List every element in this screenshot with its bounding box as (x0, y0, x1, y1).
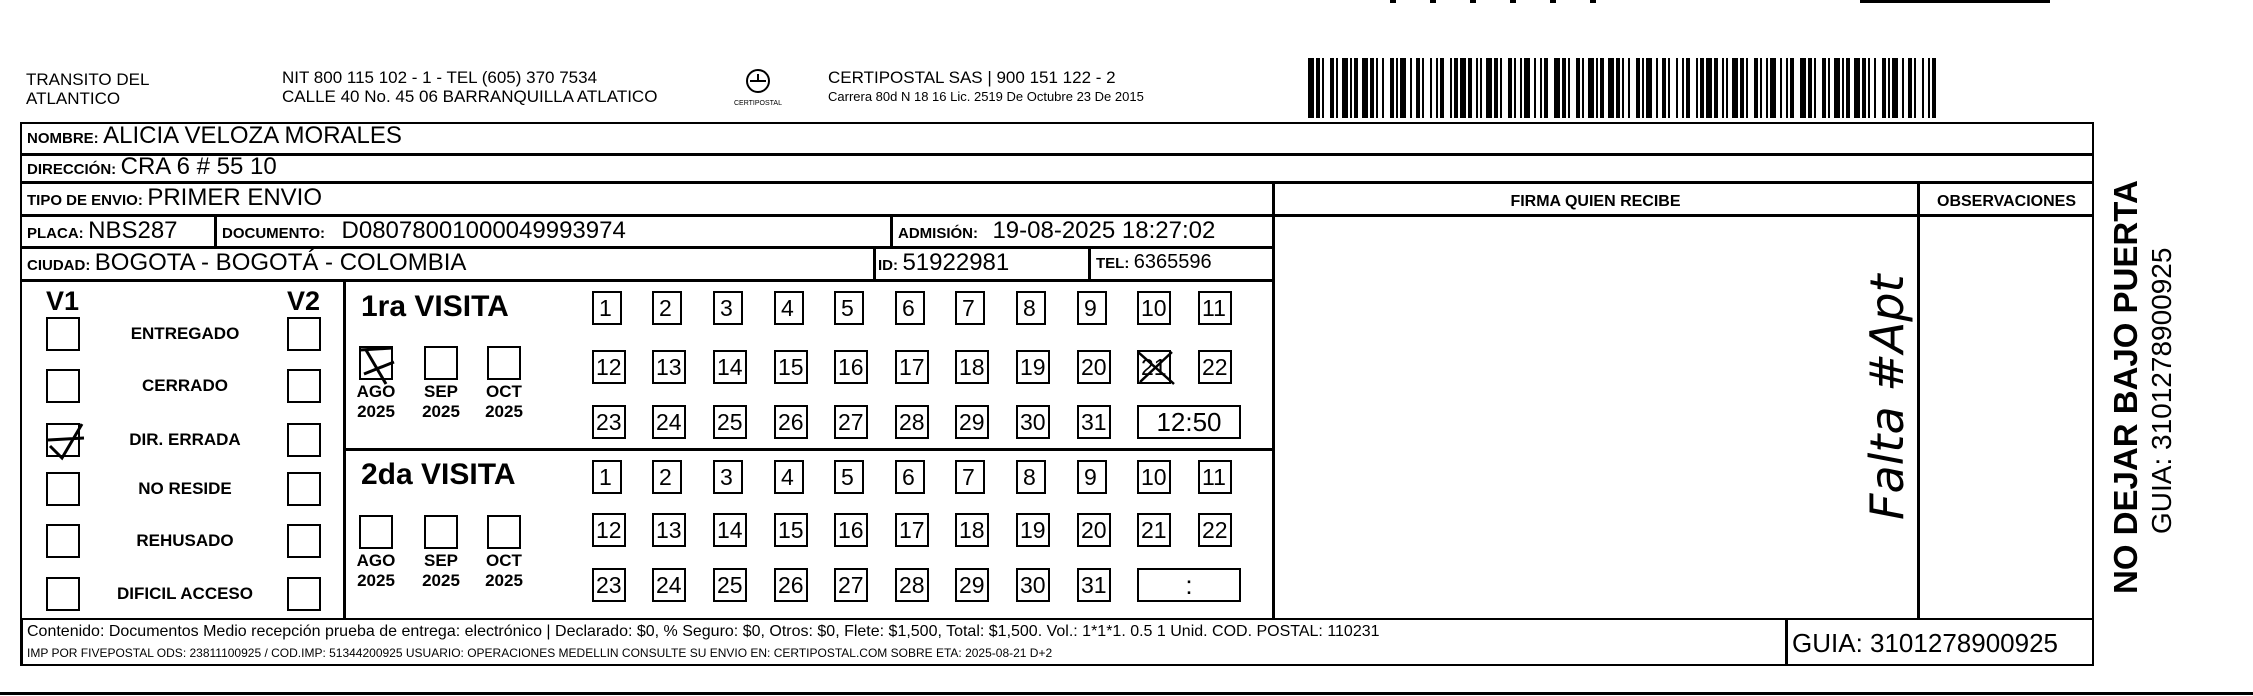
barcode-bar (1562, 58, 1566, 118)
tel-cell (1096, 251, 1212, 274)
placa-label: PLACA: (27, 225, 84, 242)
barcode-bar (1330, 58, 1334, 118)
barcode-bar (1508, 58, 1512, 118)
barcode-bar (1868, 58, 1870, 118)
day-box[interactable]: 4 (774, 291, 804, 325)
v1-checkbox[interactable] (46, 369, 80, 403)
day-box[interactable]: 30 (1016, 568, 1050, 602)
month-checkbox[interactable] (424, 515, 458, 549)
barcode-bar (1822, 58, 1826, 118)
barcode-bar (1608, 58, 1614, 118)
visit2-title: 2da VISITA (361, 458, 516, 491)
day-box[interactable]: 7 (955, 460, 985, 494)
barcode-bar (1646, 58, 1652, 118)
day-box[interactable]: 8 (1016, 460, 1046, 494)
barcode-bar (1676, 58, 1678, 118)
barcode-bar (1308, 58, 1314, 118)
day-box[interactable]: 19 (1016, 513, 1050, 547)
v2-checkbox[interactable] (287, 577, 321, 611)
placa-divider (214, 216, 217, 246)
day-box[interactable]: 25 (713, 405, 747, 439)
day-box[interactable]: 28 (895, 405, 929, 439)
barcode-bar (1636, 58, 1640, 118)
v1-label: V1 (46, 286, 80, 316)
barcode-bar (1416, 58, 1420, 118)
day-box[interactable]: 22 (1198, 350, 1232, 384)
barcode-bar (1882, 58, 1886, 118)
admision-label: ADMISIÓN: (898, 225, 978, 242)
day-box[interactable]: 15 (774, 513, 808, 547)
footer-contenido: Contenido: Documentos Medio recepción prueba de entrega: electrónico | Declarado: $0, % Seguro: $0, Otros: $0, Flete: $1,500, Total: $1,500. Vol.: 1*1*1. 0.5 1 Unid. COD. POSTAL: 110231 (27, 623, 1380, 640)
barcode-bar (1828, 58, 1830, 118)
obs-col-divider (1917, 181, 1920, 620)
barcode-bar (1454, 58, 1458, 118)
tel-divider (1088, 248, 1091, 279)
tipo-label: TIPO DE ENVIO: (27, 192, 143, 209)
sender-address: CALLE 40 No. 45 06 BARRANQUILLA ATLATICO (282, 87, 658, 106)
admision-cell (898, 217, 1215, 245)
day-box[interactable]: 25 (713, 568, 747, 602)
barcode-bar (1908, 58, 1912, 118)
month-label: AGO (356, 382, 396, 401)
barcode-bar (1766, 58, 1768, 118)
courier-details (828, 68, 1144, 106)
row-divider-1 (20, 153, 2094, 156)
day-box[interactable]: 2 (652, 291, 682, 325)
barcode-bar (1476, 58, 1478, 118)
day-box[interactable]: 5 (834, 291, 864, 325)
day-box[interactable]: 16 (834, 513, 868, 547)
month-label: AGO (356, 551, 396, 570)
day-box[interactable]: 9 (1077, 291, 1107, 325)
status-label: REHUSADO (136, 531, 234, 550)
barcode-bar (1322, 58, 1324, 118)
barcode-bar (1696, 58, 1698, 118)
status-label: CERRADO (142, 376, 228, 395)
barcode-bar (1780, 58, 1782, 118)
v1-checkbox[interactable] (46, 577, 80, 611)
visit-divider (343, 448, 1272, 451)
side-no-dejar: NO DEJAR BAJO PUERTA (2107, 180, 2144, 594)
day-box[interactable]: 20 (1077, 513, 1111, 547)
barcode-bar (1814, 58, 1816, 118)
time-box[interactable]: : (1137, 568, 1241, 602)
barcode-bar (1732, 58, 1738, 118)
barcode-bar (1354, 58, 1358, 118)
barcode-bar (1568, 58, 1570, 118)
sender-nit: NIT 800 115 102 - 1 - TEL (605) 370 7534 (282, 68, 598, 87)
barcode-bar (1540, 58, 1542, 118)
month-check-icon (356, 344, 400, 388)
day-box[interactable]: 24 (652, 568, 686, 602)
day-box[interactable]: 8 (1016, 291, 1046, 325)
ciudad-label: CIUDAD: (27, 257, 91, 274)
status-label: DIFICIL ACCESO (116, 584, 253, 603)
year-label: 2025 (357, 571, 395, 590)
barcode-bar (1494, 58, 1498, 118)
day-box[interactable]: 27 (834, 405, 868, 439)
barcode-bar (1440, 58, 1444, 118)
barcode-bar (1410, 58, 1412, 118)
barcode-bar (1370, 58, 1374, 118)
barcode-bar (1622, 58, 1624, 118)
barcode-bar (1928, 58, 1930, 118)
sender-name (26, 70, 149, 108)
barcode-bar (1770, 58, 1776, 118)
barcode-bar (1722, 58, 1724, 118)
v2-checkbox[interactable] (287, 524, 321, 558)
documento-value: D08078001000049993974 (341, 217, 626, 244)
year-label: 2025 (485, 571, 523, 590)
day-box[interactable]: 22 (1198, 513, 1232, 547)
day-box[interactable]: 23 (592, 405, 626, 439)
placa-value: NBS287 (88, 217, 178, 244)
tel-value: 6365596 (1133, 251, 1212, 273)
barcode-bar (1892, 58, 1898, 118)
barcode-bar (1350, 58, 1352, 118)
v2-checkbox[interactable] (287, 472, 321, 506)
day-box[interactable]: 2 (652, 460, 682, 494)
day-box[interactable]: 13 (652, 513, 686, 547)
signature-col-divider (1272, 181, 1275, 620)
day-box[interactable]: 29 (955, 568, 989, 602)
footer-guia: GUIA: 3101278900925 (1792, 628, 2058, 658)
courier-name: CERTIPOSTAL SAS | 900 151 122 - 2 (828, 68, 1116, 87)
day-box[interactable]: 1 (592, 291, 622, 325)
barcode-bar (1902, 58, 1904, 118)
year-label: 2025 (422, 402, 460, 421)
day-box[interactable]: 26 (774, 405, 808, 439)
day-box[interactable]: 31 (1077, 568, 1111, 602)
day-box[interactable]: 3 (713, 291, 743, 325)
day-box[interactable]: 10 (1137, 291, 1171, 325)
barcode-bar (1842, 58, 1844, 118)
barcode-bar (1376, 58, 1378, 118)
month-label: OCT (486, 551, 522, 570)
barcode-bar (1336, 58, 1338, 118)
day-box[interactable]: 17 (895, 350, 929, 384)
barcode-bar (1600, 58, 1604, 118)
nombre-label: NOMBRE: (27, 130, 99, 147)
day-box[interactable]: 28 (895, 568, 929, 602)
status-label: NO RESIDE (138, 479, 232, 498)
day-box[interactable]: 1 (592, 460, 622, 494)
barcode-bar (1874, 58, 1876, 118)
barcode (1308, 58, 1948, 118)
id-value: 51922981 (902, 249, 1010, 276)
documento-cell (222, 217, 626, 245)
month-label: SEP (423, 551, 459, 570)
barcode-bar (1520, 58, 1522, 118)
barcode-bar (1800, 58, 1806, 118)
barcode-bar (1480, 58, 1482, 118)
barcode-bar (1576, 58, 1580, 118)
day-box[interactable]: 17 (895, 513, 929, 547)
day-box[interactable]: 7 (955, 291, 985, 325)
time-box[interactable]: 12:50 (1137, 405, 1241, 439)
documento-label: DOCUMENTO: (222, 225, 326, 242)
id-cell (878, 249, 1009, 277)
footer-guia-divider (1785, 620, 1788, 666)
month-label: SEP (423, 382, 459, 401)
nombre-value: ALICIA VELOZA MORALES (103, 122, 402, 149)
barcode-bar (1544, 58, 1548, 118)
logo-text: CERTIPOSTAL (734, 100, 782, 107)
barcode-bar (1790, 58, 1794, 118)
barcode-bar (1588, 58, 1594, 118)
barcode-bar (1450, 58, 1452, 118)
day-box[interactable]: 30 (1016, 405, 1050, 439)
tipo-row (27, 184, 322, 212)
day-box[interactable]: 5 (834, 460, 864, 494)
day-box[interactable]: 26 (774, 568, 808, 602)
direccion-label: DIRECCIÓN: (27, 161, 117, 178)
footer-imp: IMP POR FIVEPOSTAL ODS: 23811100925 / COD.IMP: 51344200925 USUARIO: OPERACIONES MEDELLIN CONSULTE SU ENVIO EN: CERTIPOSTAL.COM SOBRE ETA: 2025-08-21 D+2 (27, 646, 1053, 660)
status-label: ENTREGADO (130, 324, 240, 343)
v1-checkbox[interactable] (46, 317, 80, 351)
month-checkbox[interactable] (487, 515, 521, 549)
day-box[interactable]: 10 (1137, 460, 1171, 494)
check-mark-icon (44, 418, 90, 464)
sender-name-line1: TRANSITO DEL (26, 70, 150, 89)
year-label: 2025 (422, 571, 460, 590)
v2-checkbox[interactable] (287, 369, 321, 403)
certipostal-logo-icon (726, 68, 790, 110)
day-box[interactable]: 13 (652, 350, 686, 384)
id-label: ID: (878, 257, 898, 274)
ciudad-cell (27, 249, 466, 277)
barcode-bar (1342, 58, 1348, 118)
barcode-bar (1500, 58, 1502, 118)
month-checkbox[interactable] (359, 515, 393, 549)
id-divider (873, 248, 876, 279)
barcode-bar (1362, 58, 1368, 118)
barcode-bar (1390, 58, 1394, 118)
v1-checkbox[interactable] (46, 524, 80, 558)
day-box[interactable]: 20 (1077, 350, 1111, 384)
barcode-bar (1706, 58, 1712, 118)
month-checkbox[interactable] (424, 346, 458, 380)
barcode-icon (1308, 58, 1948, 118)
barcode-bar (1524, 58, 1530, 118)
day-box[interactable]: 12 (592, 350, 626, 384)
barcode-bar (1686, 58, 1690, 118)
day-box[interactable]: 18 (955, 513, 989, 547)
day-box[interactable]: 15 (774, 350, 808, 384)
barcode-bar (1682, 58, 1684, 118)
certipostal-logo (726, 68, 790, 110)
day-box[interactable]: 12 (592, 513, 626, 547)
row-divider-5 (20, 279, 1272, 282)
barcode-bar (1862, 58, 1866, 118)
barcode-bar (1834, 58, 1840, 118)
v2-checkbox[interactable] (287, 317, 321, 351)
day-box[interactable]: 3 (713, 460, 743, 494)
bottom-edge (0, 692, 2253, 695)
status-label: DIR. ERRADA (129, 430, 241, 449)
barcode-bar (1726, 58, 1728, 118)
barcode-bar (1888, 58, 1890, 118)
barcode-bar (1846, 58, 1850, 118)
barcode-bar (1554, 58, 1560, 118)
barcode-bar (1468, 58, 1472, 118)
day-box[interactable]: 18 (955, 350, 989, 384)
barcode-bar (1596, 58, 1598, 118)
barcode-bar (1754, 58, 1758, 118)
barcode-bar (1436, 58, 1438, 118)
v2-label: V2 (287, 286, 321, 316)
firma-header: FIRMA QUIEN RECIBE (1510, 193, 1681, 210)
day-box[interactable]: 4 (774, 460, 804, 494)
barcode-bar (1656, 58, 1658, 118)
placa-cell (27, 217, 178, 245)
barcode-bar (1534, 58, 1536, 118)
day-box[interactable]: 6 (895, 460, 925, 494)
day-box[interactable]: 19 (1016, 350, 1050, 384)
day-box[interactable]: 9 (1077, 460, 1107, 494)
direccion-value: CRA 6 # 55 10 (120, 153, 277, 180)
barcode-bar (1700, 58, 1704, 118)
barcode-bar (1486, 58, 1492, 118)
barcode-bar (1628, 58, 1630, 118)
day-box[interactable]: 14 (713, 513, 747, 547)
barcode-bar (1854, 58, 1860, 118)
barcode-bar (1316, 58, 1320, 118)
barcode-bar (1740, 58, 1744, 118)
nombre-row (27, 122, 402, 150)
day-box[interactable]: 29 (955, 405, 989, 439)
barcode-bar (1382, 58, 1384, 118)
sender-name-line2: ATLANTICO (26, 89, 121, 108)
day-box[interactable]: 24 (652, 405, 686, 439)
barcode-bar (1914, 58, 1916, 118)
side-guia: GUIA: 3101278900925 (2146, 247, 2177, 534)
barcode-bar (1746, 58, 1748, 118)
day-box[interactable]: 6 (895, 291, 925, 325)
barcode-bar (1430, 58, 1432, 118)
barcode-bar (1922, 58, 1924, 118)
v1-checkbox[interactable] (46, 472, 80, 506)
visit1-title: 1ra VISITA (361, 290, 509, 323)
barcode-bar (1460, 58, 1466, 118)
day-box[interactable]: 21 (1137, 513, 1171, 547)
day-box[interactable]: 31 (1077, 405, 1111, 439)
month-label: OCT (486, 382, 522, 401)
tipo-value: PRIMER ENVIO (147, 184, 323, 211)
barcode-bar (1616, 58, 1620, 118)
top-edge-marks (1390, 0, 1630, 3)
barcode-bar (1422, 58, 1424, 118)
sender-details (282, 68, 657, 106)
admision-divider (890, 216, 893, 246)
day-box[interactable]: 27 (834, 568, 868, 602)
barcode-bar (1786, 58, 1788, 118)
day-box[interactable]: 11 (1198, 460, 1232, 494)
observaciones-header: OBSERVACIONES (1937, 193, 2076, 210)
barcode-bar (1400, 58, 1406, 118)
header-divider (1272, 214, 2094, 217)
day-box[interactable]: 14 (713, 350, 747, 384)
day-box[interactable]: 23 (592, 568, 626, 602)
top-edge-mark-right (1860, 0, 2050, 3)
barcode-bar (1642, 58, 1644, 118)
month-checkbox[interactable] (487, 346, 521, 380)
year-label: 2025 (485, 402, 523, 421)
barcode-bar (1668, 58, 1670, 118)
barcode-bar (1514, 58, 1516, 118)
barcode-bar (1662, 58, 1666, 118)
day-check-icon (1134, 348, 1180, 388)
year-label: 2025 (357, 402, 395, 421)
barcode-bar (1396, 58, 1398, 118)
barcode-bar (1582, 58, 1584, 118)
courier-license: Carrera 80d N 18 16 Lic. 2519 De Octubre 23 De 2015 (828, 89, 1144, 104)
observation-handwriting: Falta #Apt (1860, 274, 1914, 520)
barcode-bar (1760, 58, 1762, 118)
v2-checkbox[interactable] (287, 423, 321, 457)
ciudad-value: BOGOTA - BOGOTÁ - COLOMBIA (94, 249, 467, 276)
direccion-row (27, 153, 277, 181)
day-box[interactable]: 21 (1137, 350, 1171, 384)
day-box[interactable]: 11 (1198, 291, 1232, 325)
day-box[interactable]: 16 (834, 350, 868, 384)
barcode-bar (1808, 58, 1812, 118)
row-divider-2 (20, 181, 2094, 184)
admision-value: 19-08-2025 18:27:02 (992, 217, 1216, 244)
barcode-bar (1932, 58, 1936, 118)
barcode-bar (1714, 58, 1718, 118)
tel-label: TEL: (1096, 255, 1130, 272)
